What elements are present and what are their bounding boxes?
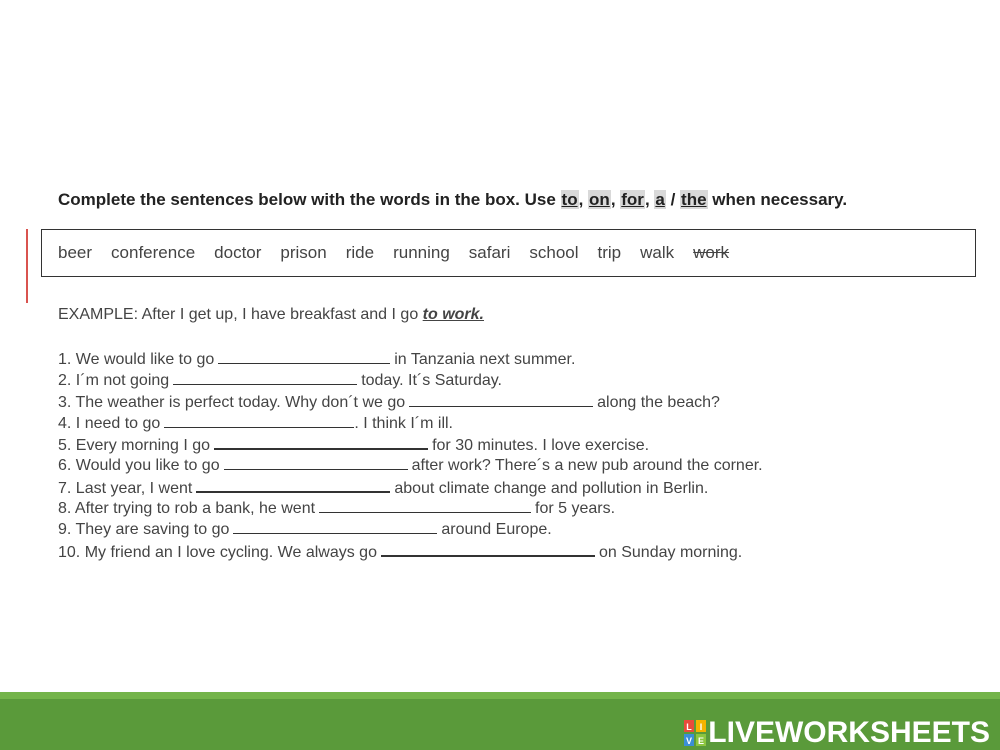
sentence-before: My friend an I love cycling. We always go (84, 543, 377, 561)
footer-stripe (0, 692, 1000, 699)
sentence-number: 4. (58, 414, 72, 432)
sentence-after: around Europe. (441, 521, 552, 539)
word-a: a (655, 190, 665, 209)
answer-blank[interactable] (164, 413, 354, 428)
sentence-after: on Sunday morning. (598, 543, 743, 561)
answer-blank[interactable] (409, 392, 593, 407)
sentence-before: Last year, I went (75, 479, 193, 497)
sentence-before: Every morning I go (75, 437, 211, 455)
sentence-number: 7. (58, 479, 72, 497)
word-box-item: running (393, 243, 450, 262)
sentence-before: The weather is perfect today. Why don´t we go (75, 393, 406, 411)
logo-letter: I (700, 722, 703, 732)
word-box-item: safari (468, 243, 511, 262)
sentence-after: after work? There´s a new pub around the corner. (411, 457, 763, 475)
sentence-item (58, 477, 763, 498)
sentence-item (58, 455, 763, 476)
sentence-item (58, 392, 763, 413)
logo-letter: E (698, 736, 705, 746)
sentence-before: They are saving to go (75, 521, 230, 539)
sentence-number: 2. (58, 372, 72, 390)
logo-mark-icon (684, 720, 706, 746)
margin-marker (26, 229, 28, 303)
sentence-item (58, 498, 763, 519)
word-to: to (561, 190, 578, 209)
sentence-number: 10. (58, 543, 81, 561)
sentence-item (58, 541, 763, 562)
sentence-number: 3. (58, 393, 72, 411)
sentence-after: for 5 years. (535, 500, 616, 518)
word-box-item: doctor (214, 243, 262, 262)
sentence-item (58, 370, 763, 391)
sentence-number: 1. (58, 351, 72, 368)
answer-blank[interactable] (173, 370, 357, 385)
sentence-after: for 30 minutes. I love exercise. (432, 437, 650, 455)
answer-blank[interactable] (214, 434, 428, 450)
example-text: EXAMPLE: After I get up, I have breakfast and I go (58, 306, 423, 323)
sentence-number: 6. (58, 457, 72, 475)
word-box-item: ride (345, 243, 375, 262)
sentence-item (58, 349, 763, 370)
answer-blank[interactable] (218, 349, 390, 364)
sentence-after: about climate change and pollution in Berlin. (394, 479, 709, 497)
logo-letter: L (686, 722, 693, 732)
sentence-after: in Tanzania next summer. (394, 351, 576, 368)
sentence-number: 8. (58, 500, 72, 518)
logo-text: LIVEWORKSHEETS (708, 716, 990, 749)
word-box-item: beer (58, 243, 93, 262)
word-box-item: school (529, 243, 579, 262)
sentence-number: 5. (58, 437, 72, 455)
answer-blank[interactable] (319, 498, 531, 513)
word-box-item: walk (640, 243, 675, 262)
sentence-before: We would like to go (75, 351, 215, 368)
example-answer: to work. (422, 306, 484, 323)
answer-blank[interactable] (224, 455, 408, 470)
sentence-after: along the beach? (597, 393, 720, 411)
sentence-before: Would you like to go (75, 457, 220, 475)
sentence-item (58, 413, 763, 434)
word-box-item: prison (280, 243, 327, 262)
instruction-suffix: when necessary. (707, 190, 848, 209)
sentence-before: I´m not going (75, 372, 170, 390)
sentence-after: today. It´s Saturday. (361, 372, 502, 390)
instruction-text: Complete the sentences below with the words in the box. Use to, on, for, a / the when necessary. (58, 190, 848, 209)
word-for: for (621, 190, 644, 209)
answer-blank[interactable] (196, 477, 390, 493)
word-box-item: conference (111, 243, 196, 262)
logo-letter: V (686, 736, 693, 746)
sentence-item (58, 519, 763, 540)
word-on: on (589, 190, 610, 209)
instruction-prefix: Complete the sentences below with the words in the box. Use (58, 190, 561, 209)
sentence-before: I need to go (75, 414, 161, 432)
liveworksheets-logo (684, 718, 990, 748)
word-box-item: trip (597, 243, 622, 262)
word-box (41, 229, 976, 277)
answer-blank[interactable] (381, 541, 595, 557)
word-box-item-used: work (693, 243, 730, 262)
word-the: the (681, 190, 707, 209)
sentence-list (58, 349, 763, 562)
sentence-after: . I think I´m ill. (354, 414, 453, 432)
sentence-item (58, 434, 763, 455)
answer-blank[interactable] (233, 519, 437, 534)
sentence-number: 9. (58, 521, 72, 539)
sentence-before: After trying to rob a bank, he went (74, 500, 316, 518)
example-sentence (58, 306, 484, 324)
